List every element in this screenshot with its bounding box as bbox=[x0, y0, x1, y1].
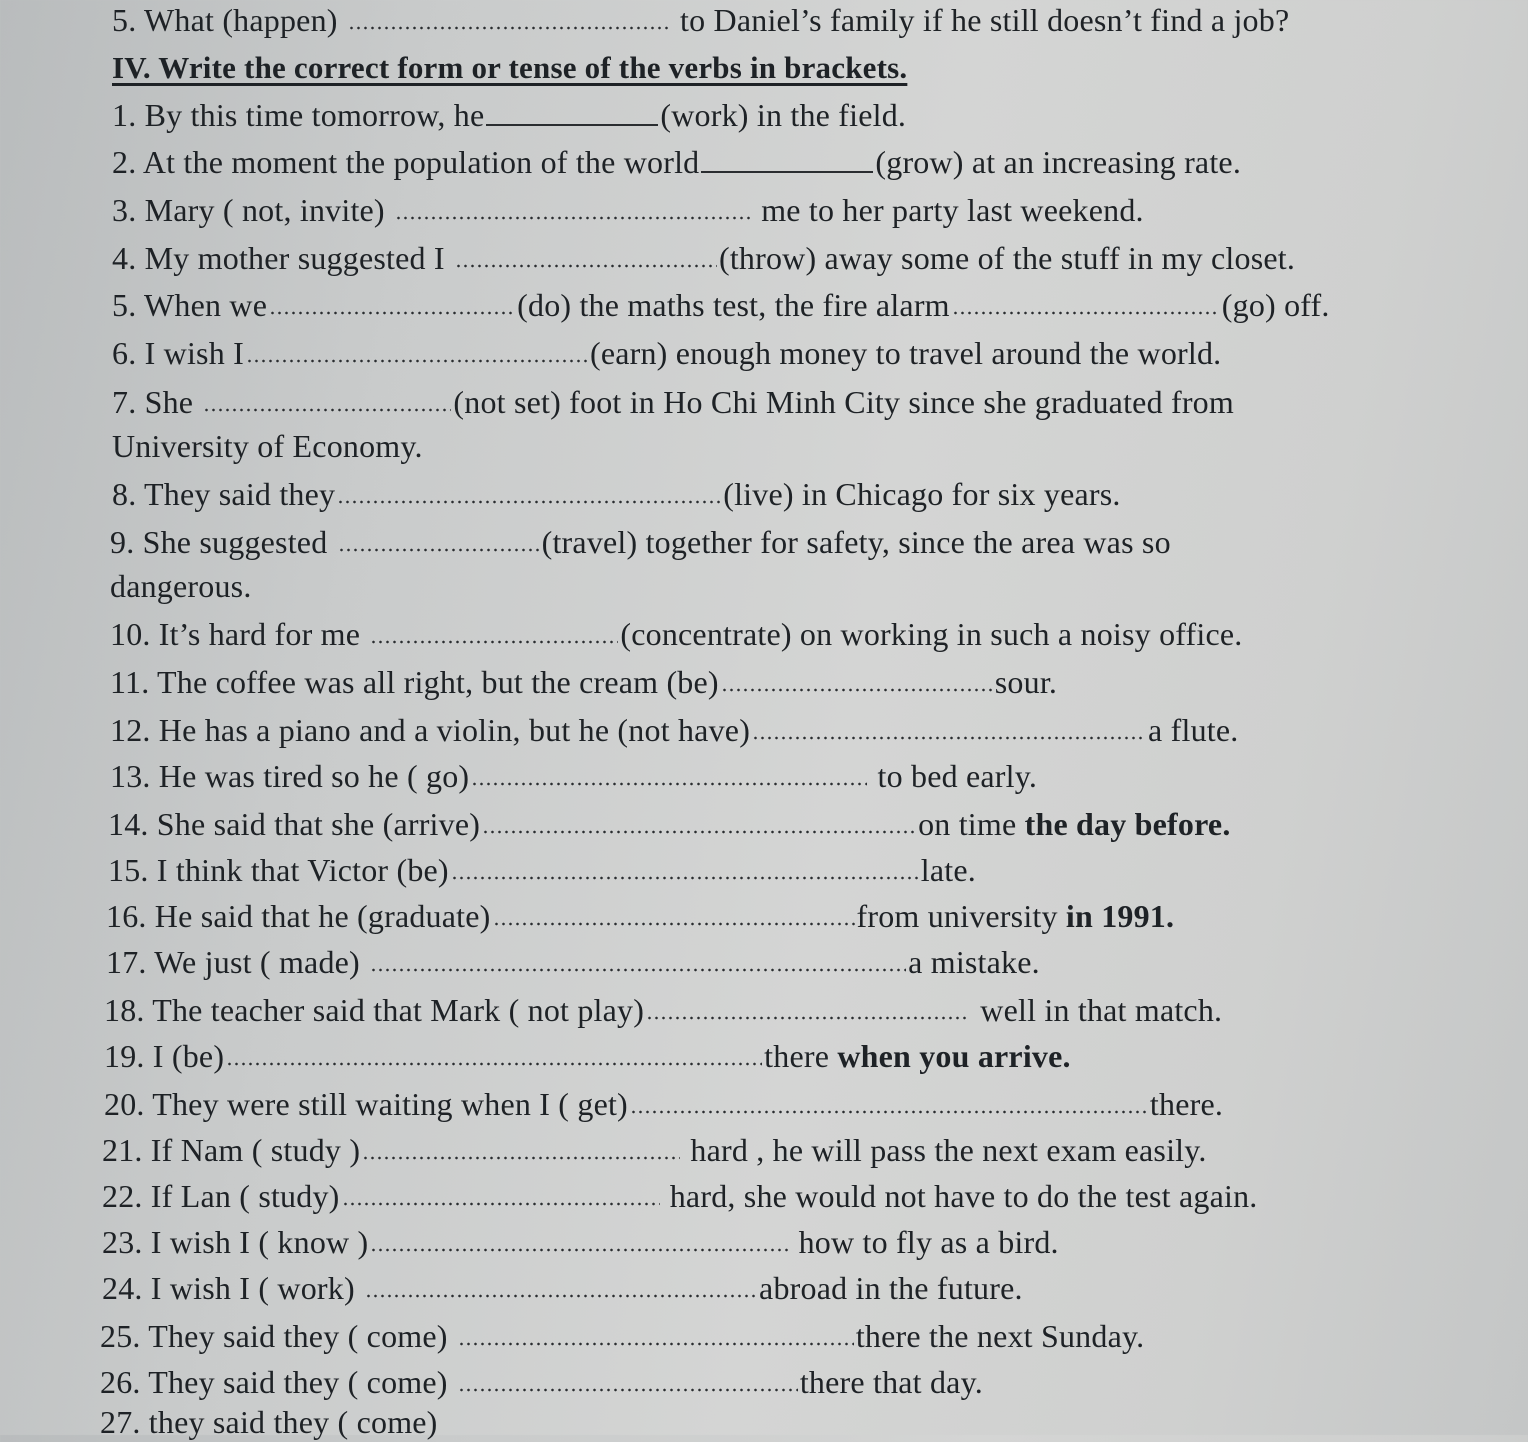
answer-blank bbox=[365, 1293, 757, 1299]
answer-blank bbox=[451, 875, 919, 881]
question-15: 15. I think that Victor (be) late. bbox=[108, 852, 976, 888]
section-heading: IV. Write the correct form or tense of the verbs in brackets. bbox=[112, 50, 908, 85]
question-6: 6. I wish I (earn) enough money to travel around the world. bbox=[112, 335, 1222, 371]
answer-blank bbox=[337, 499, 721, 505]
question-21: 21. If Nam ( study ) hard , he will pass the next exam easily. bbox=[102, 1132, 1207, 1168]
answer-blank bbox=[482, 829, 916, 835]
answer-blank bbox=[362, 1155, 680, 1161]
question-9-continued: dangerous. bbox=[110, 568, 252, 604]
answer-blank bbox=[493, 921, 855, 927]
answer-blank bbox=[486, 124, 658, 126]
answer-blank bbox=[370, 967, 906, 973]
question-5: 5. When we (do) the maths test, the fire alarm (go) off. bbox=[112, 287, 1330, 323]
answer-blank bbox=[370, 639, 618, 645]
answer-blank bbox=[203, 407, 451, 413]
answer-blank bbox=[455, 263, 717, 269]
question-22: 22. If Lan ( study) hard, she would not have to do the test again. bbox=[102, 1178, 1258, 1214]
question-7: 7. She (not set) foot in Ho Chi Minh City since she graduated from bbox=[112, 384, 1234, 420]
answer-blank bbox=[721, 687, 993, 693]
question-18: 18. The teacher said that Mark ( not play) well in that match. bbox=[104, 992, 1223, 1028]
question-27: 27. they said they ( come) bbox=[100, 1404, 438, 1440]
answer-blank bbox=[338, 547, 540, 553]
answer-blank bbox=[226, 1061, 762, 1067]
question-3: 3. Mary ( not, invite) me to her party last weekend. bbox=[112, 192, 1144, 228]
question-1: 1. By this time tomorrow, he (work) in the field. bbox=[112, 97, 907, 133]
question-17: 17. We just ( made) a mistake. bbox=[106, 944, 1040, 980]
answer-blank bbox=[952, 310, 1220, 316]
answer-blank bbox=[395, 215, 751, 221]
answer-blank bbox=[246, 358, 588, 364]
answer-blank bbox=[701, 171, 873, 173]
answer-blank bbox=[458, 1387, 798, 1393]
question-12: 12. He has a piano and a violin, but he (not have) a flute. bbox=[110, 712, 1239, 748]
answer-blank bbox=[370, 1247, 788, 1253]
answer-blank bbox=[348, 25, 670, 31]
question-24: 24. I wish I ( work) abroad in the future. bbox=[102, 1270, 1023, 1306]
answer-blank bbox=[471, 781, 867, 787]
question-11: 11. The coffee was all right, but the cream (be) sour. bbox=[110, 664, 1058, 700]
question-23: 23. I wish I ( know ) how to fly as a bird. bbox=[102, 1224, 1059, 1260]
question-19: 19. I (be) there when you arrive. bbox=[104, 1038, 1071, 1074]
question-25: 25. They said they ( come) there the next Sunday. bbox=[100, 1318, 1145, 1354]
answer-blank bbox=[646, 1015, 970, 1021]
answer-blank bbox=[342, 1201, 660, 1207]
question-13: 13. He was tired so he ( go) to bed early. bbox=[110, 758, 1038, 794]
answer-blank bbox=[630, 1109, 1148, 1115]
question-5-previous: 5. What (happen) to Daniel’s family if he still doesn’t find a job? bbox=[112, 2, 1290, 38]
question-14: 14. She said that she (arrive) on time the day before. bbox=[108, 806, 1231, 842]
question-9: 9. She suggested (travel) together for safety, since the area was so bbox=[110, 524, 1171, 560]
question-7-continued: University of Economy. bbox=[112, 428, 423, 464]
question-26: 26. They said they ( come) there that day. bbox=[100, 1364, 983, 1400]
question-4: 4. My mother suggested I (throw) away some of the stuff in my closet. bbox=[112, 240, 1296, 276]
question-20: 20. They were still waiting when I ( get) there. bbox=[104, 1086, 1224, 1122]
answer-blank bbox=[269, 310, 515, 316]
answer-blank bbox=[458, 1341, 854, 1347]
answer-blank bbox=[752, 735, 1146, 741]
question-16: 16. He said that he (graduate) from university in 1991. bbox=[106, 898, 1175, 934]
question-2: 2. At the moment the population of the world (grow) at an increasing rate. bbox=[112, 144, 1242, 180]
question-10: 10. It’s hard for me (concentrate) on working in such a noisy office. bbox=[110, 616, 1243, 652]
question-8: 8. They said they (live) in Chicago for six years. bbox=[112, 476, 1121, 512]
